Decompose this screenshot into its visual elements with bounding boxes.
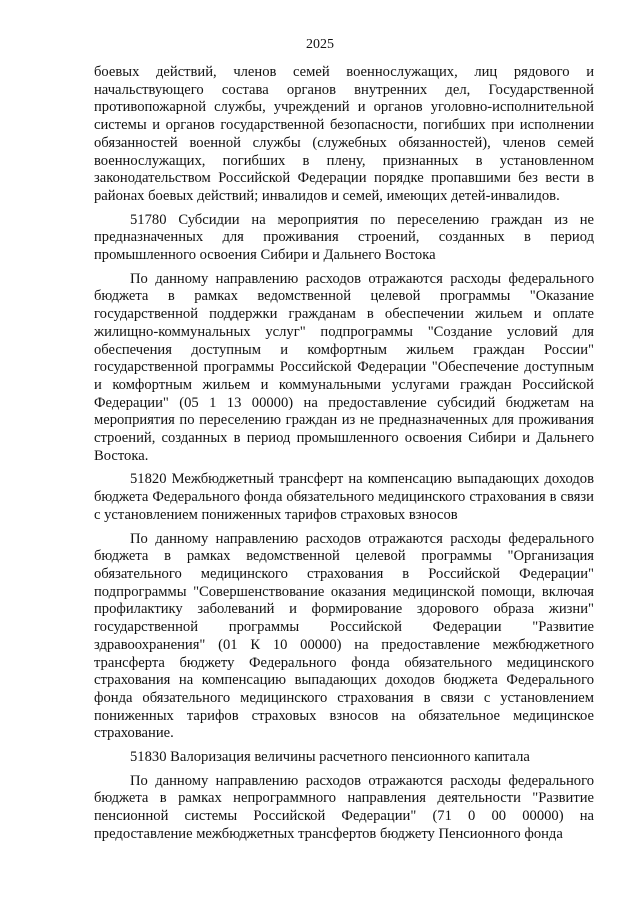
page-number: 2025 <box>306 37 334 52</box>
section-heading-51780: 51780 Субсидии на мероприятия по переселению граждан из не предназначенных для проживания строений, созданных в период промышленного освоения Сибири и Дальнего Востока <box>94 211 594 264</box>
document-body <box>94 64 594 844</box>
section-heading-51830: 51830 Валоризация величины расчетного пенсионного капитала <box>130 749 530 766</box>
section-heading-51820: 51820 Межбюджетный трансферт на компенсацию выпадающих доходов бюджета Федерального фонда обязательного медицинского страхования в связи с установлением пониженных тарифов страховых взносов <box>94 471 594 523</box>
paragraph-51820-description: По данному направлению расходов отражаются расходы федерального бюджета в рамках ведомственной целевой программы "Организация обязательного медицинского страхования в Российской Федерации" подпрограммы "Совершенствование оказания медицинской помощи, включая профилактику заболеваний и формирование здорового образа жизни" государственной программы Российской Федерации "Развитие здравоохранения" (01 К 10 00000) на предоставление межбюджетного трансферта бюджету Федерального фонда обязательного медицинского страхования на компенсацию выпадающих доходов бюджета Федерального фонда обязательного медицинского страхования в связи с установлением пониженных тарифов страховых взносов на обязательное медицинское страхование. <box>94 530 594 742</box>
paragraph-continuation: боевых действий, членов семей военнослужащих, лиц рядового и начальствующего состава органов внутренних дел, Государственной противопожарной службы, учреждений и органов уголовно-исполнительной системы и органов государственной безопасности, погибших при исполнении обязанностей военной службы (служебных обязанностей), членов семей военнослужащих, погибших в плену, признанных в установленном законодательством Российской Федерации порядке пропавшими без вести в районах боевых действий; инвалидов и семей, имеющих детей-инвалидов. <box>94 64 594 204</box>
paragraph-51780-description: По данному направлению расходов отражаются расходы федерального бюджета в рамках ведомственной целевой программы "Оказание государственной поддержки гражданам в обеспечении жильем и оплате жилищно-коммунальных услуг" подпрограммы "Создание условий для обеспечения доступным и комфортным жильем граждан России" государственной программы Российской Федерации "Обеспечение доступным и комфортным жильем и коммунальными услугами граждан Российской Федерации" (05 1 13 00000) на предоставление субсидий бюджетам на мероприятия по переселению граждан из не предназначенных для проживания строений, созданных в период промышленного освоения Сибири и Дальнего Востока. <box>94 270 594 464</box>
paragraph-51830-description: По данному направлению расходов отражаются расходы федерального бюджета в рамках непрограммного направления деятельности "Развитие пенсионной системы Российской Федерации" (71 0 00 00000) на предоставление межбюджетных трансфертов бюджету Пенсионного фонда <box>94 772 594 842</box>
